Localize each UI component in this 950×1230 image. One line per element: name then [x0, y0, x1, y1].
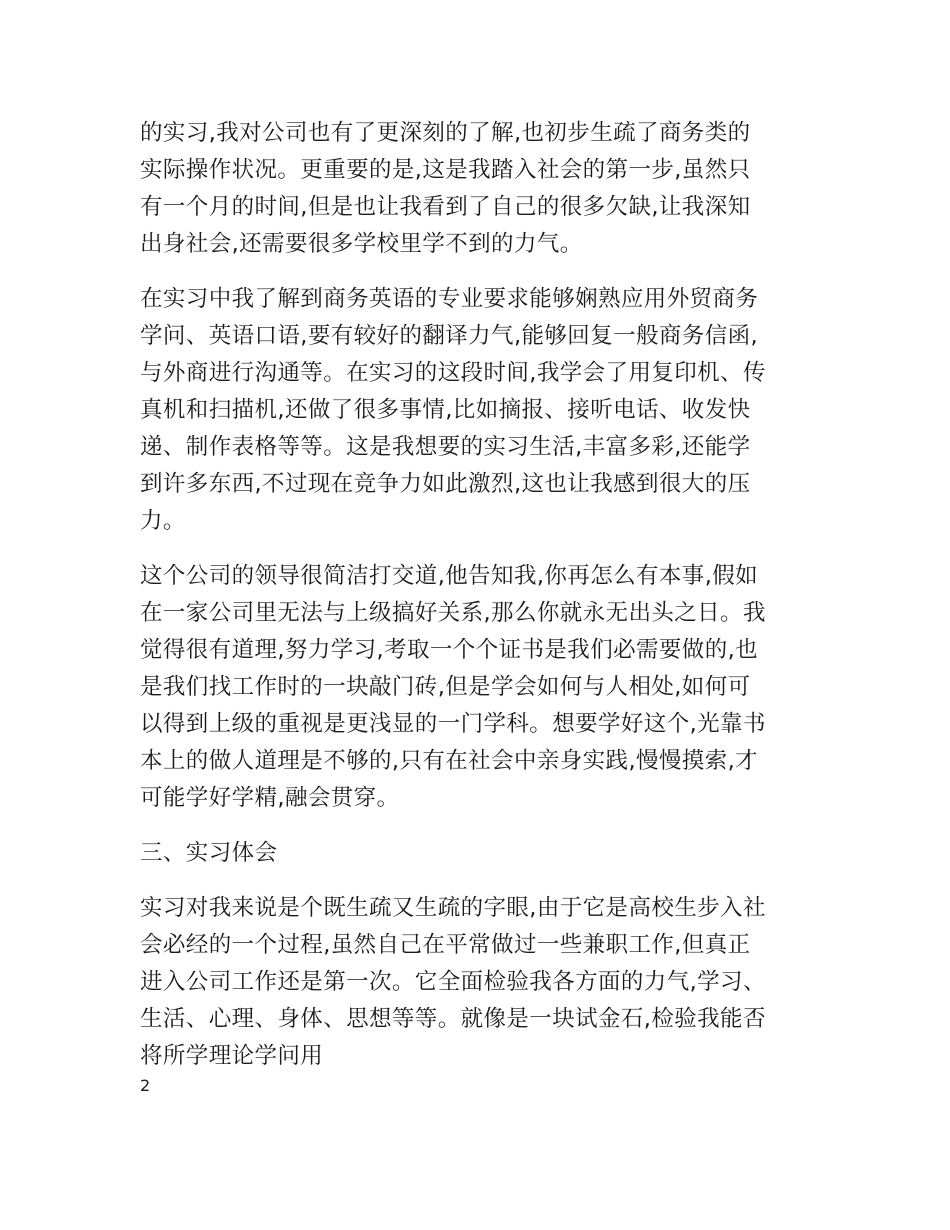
- page-number: 2: [140, 1076, 151, 1095]
- text-line: 与外商进行沟通等。在实习的这段时间,我学会了用复印机、传: [140, 360, 766, 386]
- text-line: 的实习,我对公司也有了更深刻的了解,也初步生疏了商务类的: [140, 120, 751, 146]
- text-line: 进入公司工作还是第一次。它全面检验我各方面的力气,学习、: [140, 969, 766, 995]
- text-line: 真机和扫描机,还做了很多事情,比如摘报、接听电话、收发快: [140, 397, 751, 423]
- text-line: 是我们找工作时的一块敲门砖,但是学会如何与人相处,如何可: [140, 674, 751, 700]
- section-heading: 三、实习体会: [140, 840, 278, 866]
- text-line: 学问、英语口语,要有较好的翻译力气,能够回复一般商务信函,: [140, 323, 759, 349]
- text-line: 觉得很有道理,努力学习,考取一个个证书是我们必需要做的,也: [140, 637, 759, 663]
- paragraph-company-leader: [140, 558, 810, 817]
- text-line: 实习对我来说是个既生疏又生疏的字眼,由于它是高校生步入社: [140, 895, 766, 921]
- paragraph-internship-experience: [140, 890, 810, 1075]
- document-body: [140, 115, 810, 1093]
- text-line: 在一家公司里无法与上级搞好关系,那么你就永无出头之日。我: [140, 600, 766, 626]
- text-line: 实际操作状况。更重要的是,这是我踏入社会的第一步,虽然只: [140, 157, 751, 183]
- paragraph-business-english: [140, 281, 810, 540]
- text-line: 在实习中我了解到商务英语的专业要求能够娴熟应用外贸商务: [140, 286, 759, 312]
- text-line: 生活、心理、身体、思想等等。就像是一块试金石,检验我能否: [140, 1006, 766, 1032]
- text-line: 有一个月的时间,但是也让我看到了自己的很多欠缺,让我深知: [140, 194, 751, 220]
- text-line: 将所学理论学问用: [140, 1043, 324, 1069]
- text-line: 会必经的一个过程,虽然自己在平常做过一些兼职工作,但真正: [140, 932, 751, 958]
- paragraph-internship-understanding: [140, 115, 810, 263]
- text-line: 到许多东西,不过现在竞争力如此激烈,这也让我感到很大的压: [140, 471, 751, 497]
- text-line: 本上的做人道理是不够的,只有在社会中亲身实践,慢慢摸索,才: [140, 748, 759, 774]
- text-line: 出身社会,还需要很多学校里学不到的力气。: [140, 231, 583, 257]
- text-line: 以得到上级的重视是更浅显的一门学科。想要学好这个,光靠书: [140, 711, 766, 737]
- text-line: 力。: [140, 508, 186, 534]
- text-line: 递、制作表格等等。这是我想要的实习生活,丰富多彩,还能学: [140, 434, 751, 460]
- text-line: 这个公司的领导很简洁打交道,他告知我,你再怎么有本事,假如: [140, 563, 759, 589]
- text-line: 可能学好学精,融会贯穿。: [140, 785, 400, 811]
